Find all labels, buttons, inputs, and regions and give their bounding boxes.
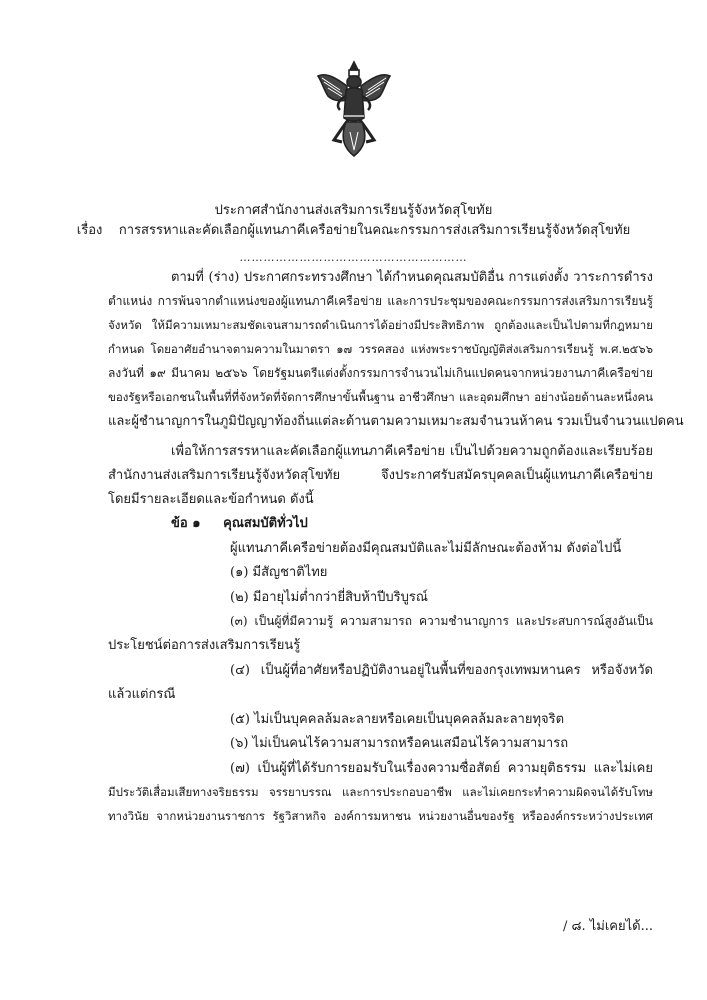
section1-item-6: (๖) ไม่เป็นคนไร้ความสามารถหรือคนเสมือนไร้ความสามารถ <box>230 736 569 751</box>
para1-line-7: และผู้ชำนาญการในภูมิปัญญาท้องถิ่นแต่ละด้านตามความเหมาะสมจำนวนห้าคน รวมเป็นจำนวนแปดคน <box>108 414 684 429</box>
section1-item-5: (๕) ไม่เป็นบุคคลล้มละลายหรือเคยเป็นบุคคลล้มละลายทุจริต <box>230 712 565 727</box>
section1-item-3b: ประโยชน์ต่อการส่งเสริมการเรียนรู้ <box>108 638 301 653</box>
para2-line-2: สำนักงานส่งเสริมการเรียนรู้จังหวัดสุโขทัย จึงประกาศรับสมัครบุคคลเป็นผู้แทนภาคีเครือข่าย <box>108 468 653 483</box>
section1-item-2: (๒) มีอายุไม่ต่ำกว่ายี่สิบห้าปีบริบูรณ์ <box>230 590 428 605</box>
section1-intro: ผู้แทนภาคีเครือข่ายต้องมีคุณสมบัติและไม่มีลักษณะต้องห้าม ดังต่อไปนี้ <box>230 541 622 556</box>
para1-line-4: กำหนด โดยอาศัยอำนาจตามความในมาตรา ๑๗ วรรคสอง แห่งพระราชบัญญัติส่งเสริมการเรียนรู้ พ.ศ.๒๕๖๖ <box>108 342 653 356</box>
section1-item-3a: (๓) เป็นผู้ที่มีความรู้ ความสามารถ ความชำนาญการ และประสบการณ์สูงอันเป็น <box>230 614 653 628</box>
para1-line-1: ตามที่ (ร่าง) ประกาศกระทรวงศึกษา ได้กำหนดคุณสมบัติอื่น การแต่งตั้ง วาระการดำรง <box>171 270 653 285</box>
section1-item-7a: (๗) เป็นผู้ที่ได้รับการยอมรับในเรื่องความซื่อสัตย์ ความยุติธรรม และไม่เคย <box>230 761 653 776</box>
para1-line-2: ตำแหน่ง การพ้นจากตำแหน่งของผู้แทนภาคีเครือข่าย และการประชุมของคณะกรรมการส่งเสริมการเรียนรู้ <box>108 294 653 308</box>
section1-item-7c: ทางวินัย จากหน่วยงานราชการ รัฐวิสาหกิจ องค์การมหาชน หน่วยงานอื่นของรัฐ หรือองค์กรระหว่างประเทศ <box>108 809 653 823</box>
subject-line <box>0 222 707 239</box>
para2-line-1: เพื่อให้การสรรหาและคัดเลือกผู้แทนภาคีเครือข่าย เป็นไปด้วยความถูกต้องและเรียบร้อย <box>171 444 653 459</box>
section1-item-7b: มีประวัติเสื่อมเสียทางจริยธรรม จรรยาบรรณ และการประกอบอาชีพ และไม่เคยกระทำความผิดจนได้รับโทษ <box>108 785 653 799</box>
para1-line-3: จังหวัด ให้มีความเหมาะสมชัดเจนสามารถดำเนินการได้อย่างมีประสิทธิภาพ ถูกต้องและเป็นไปตามที่กฎหมาย <box>108 318 653 332</box>
garuda-emblem-icon <box>316 60 392 158</box>
section1-item-4b: แล้วแต่กรณี <box>108 687 176 702</box>
section1-heading <box>171 515 308 532</box>
subject-text: การสรรหาและคัดเลือกผู้แทนภาคีเครือข่ายในคณะกรรมการส่งเสริมการเรียนรู้จังหวัดสุโขทัย <box>118 223 631 238</box>
continuation-note: / ๘. ไม่เคยได้... <box>562 919 653 934</box>
para1-line-6: ของรัฐหรือเอกชนในพื้นที่ที่จังหวัดที่จัดการศึกษาขั้นพื้นฐาน อาชีวศึกษา และอุดมศึกษา อย่างน้อยด้านละหนึ่งคน <box>108 390 653 404</box>
section1-title: คุณสมบัติทั่วไป <box>223 516 308 531</box>
section1-item-1: (๑) มีสัญชาติไทย <box>230 565 328 580</box>
header-separator: ………………………………………………… <box>239 251 468 264</box>
subject-label: เรื่อง <box>76 223 103 238</box>
para2-line-3: โดยมีรายละเอียดและข้อกำหนด ดังนี้ <box>108 492 314 507</box>
section1-item-4a: (๔) เป็นผู้ที่อาศัยหรือปฏิบัติงานอยู่ในพื้นที่ของกรุงเทพมหานคร หรือจังหวัด <box>230 663 653 678</box>
para1-line-5: ลงวันที่ ๑๙ มีนาคม ๒๕๖๖ โดยรัฐมนตรีแต่งตั้งกรรมการจำนวนไม่เกินแปดคนจากหน่วยงานภาคีเครือข่าย <box>108 366 653 380</box>
announcement-title: ประกาศสำนักงานส่งเสริมการเรียนรู้จังหวัดสุโขทัย <box>214 203 493 218</box>
section1-number: ข้อ ๑ <box>171 516 201 531</box>
